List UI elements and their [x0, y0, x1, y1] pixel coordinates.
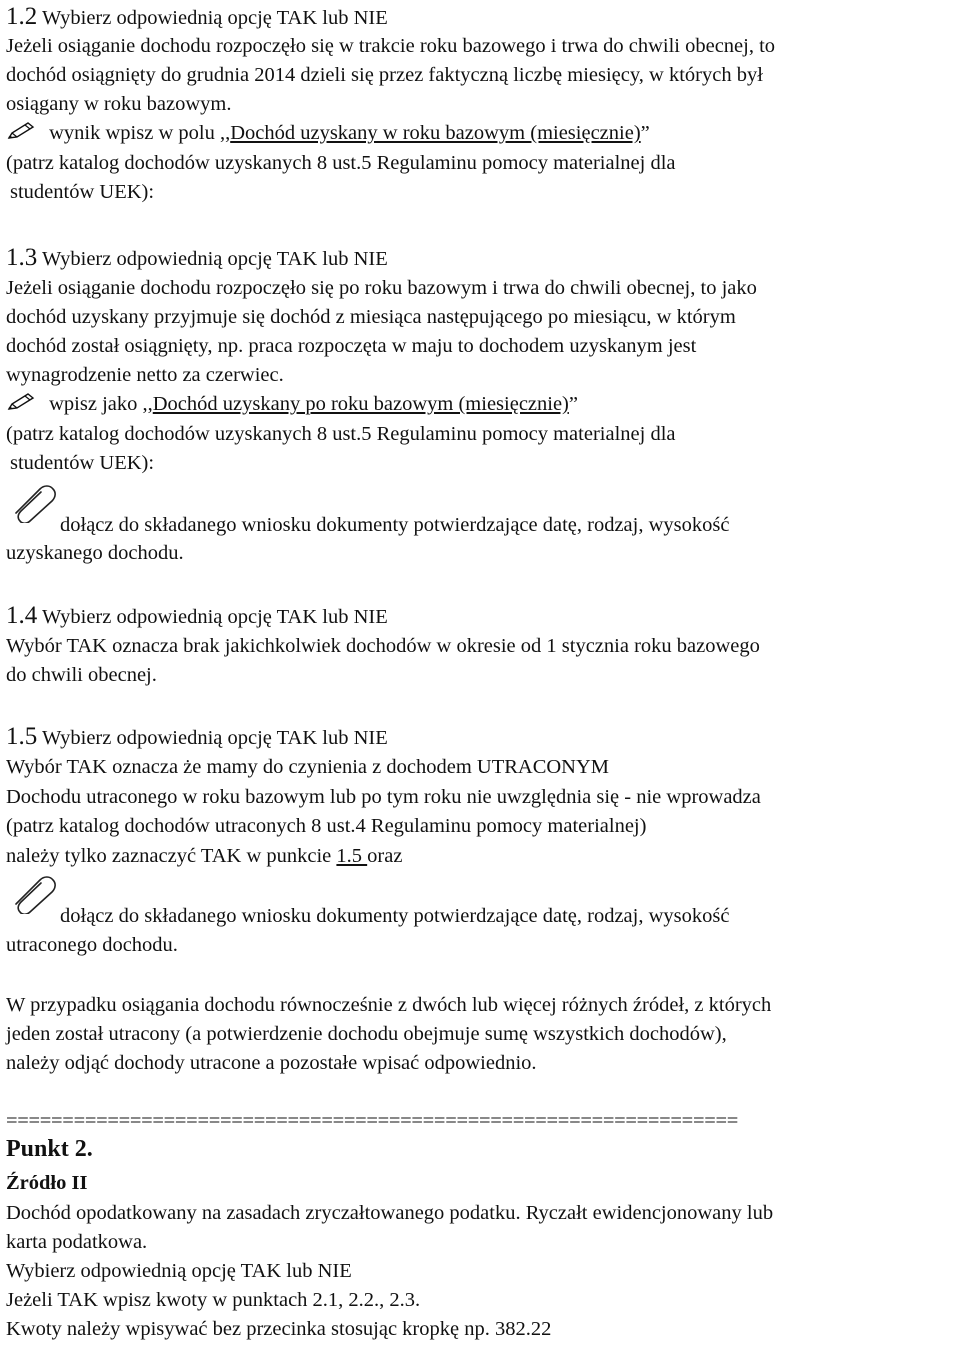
- tick-suffix: oraz: [367, 845, 403, 867]
- paragraph-line: Wybór TAK oznacza brak jakichkolwiek dochodów w okresie od 1 stycznia roku bazowego: [6, 635, 760, 657]
- point-2-title: Punkt 2.: [6, 1136, 93, 1162]
- paragraph-line: wynagrodzenie netto za czerwiec.: [6, 364, 284, 386]
- section-number-minor: 3: [24, 244, 38, 271]
- attachment-instruction: dołącz do składanego wniosku dokumenty potwierdzające datę, rodzaj, wysokość: [60, 514, 730, 536]
- paragraph-line: (patrz katalog dochodów utraconych 8 ust.4 Regulaminu pomocy materialnej): [6, 815, 647, 837]
- field-name: Dochód uzyskany w roku bazowym (miesięcznie): [230, 122, 641, 144]
- section-1-4-heading: [6, 601, 388, 632]
- write-suffix: ”: [640, 122, 650, 144]
- paragraph-line: Wybór TAK oznacza że mamy do czynienia z dochodem UTRACONYM: [6, 756, 610, 778]
- paragraph-line: dochód został osiągnięty, np. praca rozpoczęta w maju to dochodem uzyskanym jest: [6, 335, 697, 357]
- reference-line: studentów UEK):: [10, 452, 155, 474]
- field-name: Dochód uzyskany po roku bazowym (miesięcznie): [152, 393, 569, 415]
- source-heading: Źródło II: [6, 1172, 88, 1194]
- section-1-3-heading: [6, 243, 388, 274]
- separator-rule: =================================================================: [6, 1110, 738, 1132]
- note-line: jeden został utracony (a potwierdzenie dochodu obejmuje sumę wszystkich dochodów),: [6, 1023, 727, 1045]
- section-number: 1.: [6, 244, 25, 271]
- paragraph-line: Jeżeli TAK wpisz kwoty w punktach 2.1, 2.2., 2.3.: [6, 1289, 421, 1311]
- section-heading-text: Wybierz odpowiednią opcję TAK lub NIE: [37, 248, 388, 270]
- section-number-minor: 5: [24, 723, 38, 750]
- paragraph-line: Jeżeli osiąganie dochodu rozpoczęło się po roku bazowym i trwa do chwili obecnej, to jako: [6, 277, 757, 299]
- pencil-icon: [6, 121, 36, 141]
- write-suffix: ”: [568, 393, 578, 415]
- paragraph-line: Jeżeli osiąganie dochodu rozpoczęło się w trakcie roku bazowego i trwa do chwili obecnej, to: [6, 35, 776, 57]
- paragraph-line: osiągany w roku bazowym.: [6, 93, 232, 115]
- paperclip-icon: [10, 874, 60, 914]
- paragraph-line: Kwoty należy wpisywać bez przecinka stosując kropkę np. 382.22: [6, 1318, 552, 1340]
- paragraph-line: karta podatkowa.: [6, 1231, 148, 1253]
- write-prefix: wynik wpisz w polu ,,: [49, 122, 231, 144]
- section-number: 1.: [6, 602, 25, 629]
- section-1-2-heading: [6, 2, 388, 33]
- paragraph-line: dochód osiągnięty do grudnia 2014 dzieli się przez faktyczną liczbę miesięcy, w których był: [6, 64, 763, 86]
- tick-prefix: należy tylko zaznaczyć TAK w punkcie: [6, 845, 337, 867]
- section-heading-text: Wybierz odpowiednią opcję TAK lub NIE: [37, 727, 388, 749]
- paperclip-icon: [10, 483, 60, 523]
- write-instruction: [6, 118, 650, 148]
- paragraph-line: Dochód opodatkowany na zasadach zryczałtowanego podatku. Ryczałt ewidencjonowany lub: [6, 1202, 774, 1224]
- section-1-5-heading: [6, 722, 388, 753]
- paragraph-line: Wybierz odpowiednią opcję TAK lub NIE: [6, 1260, 352, 1282]
- section-number-minor: 2: [24, 3, 38, 30]
- attachment-instruction: dołącz do składanego wniosku dokumenty potwierdzające datę, rodzaj, wysokość: [60, 905, 730, 927]
- attachment-instruction: utraconego dochodu.: [6, 934, 178, 956]
- pencil-icon: [6, 392, 36, 412]
- reference-line: studentów UEK):: [10, 181, 155, 203]
- paragraph-line: Dochodu utraconego w roku bazowym lub po tym roku nie uwzględnia się - nie wprowadza: [6, 786, 761, 808]
- paragraph-line: do chwili obecnej.: [6, 664, 157, 686]
- section-heading-text: Wybierz odpowiednią opcję TAK lub NIE: [37, 7, 388, 29]
- reference-line: (patrz katalog dochodów uzyskanych 8 ust.5 Regulaminu pomocy materialnej dla: [6, 152, 676, 174]
- reference-line: (patrz katalog dochodów uzyskanych 8 ust.5 Regulaminu pomocy materialnej dla: [6, 423, 676, 445]
- point-reference: 1.5: [336, 845, 368, 867]
- section-heading-text: Wybierz odpowiednią opcję TAK lub NIE: [37, 606, 388, 628]
- tick-instruction: [6, 841, 402, 871]
- section-number-minor: 4: [24, 602, 38, 629]
- section-number: 1.: [6, 723, 25, 750]
- write-instruction: [6, 389, 578, 419]
- attachment-instruction: uzyskanego dochodu.: [6, 542, 184, 564]
- paragraph-line: dochód uzyskany przyjmuje się dochód z miesiąca następującego po miesiącu, w którym: [6, 306, 736, 328]
- note-line: należy odjąć dochody utracone a pozostałe wpisać odpowiednio.: [6, 1052, 537, 1074]
- note-line: W przypadku osiągania dochodu równocześnie z dwóch lub więcej różnych źródeł, z których: [6, 994, 772, 1016]
- write-prefix: wpisz jako ,,: [49, 393, 153, 415]
- section-number: 1.: [6, 3, 25, 30]
